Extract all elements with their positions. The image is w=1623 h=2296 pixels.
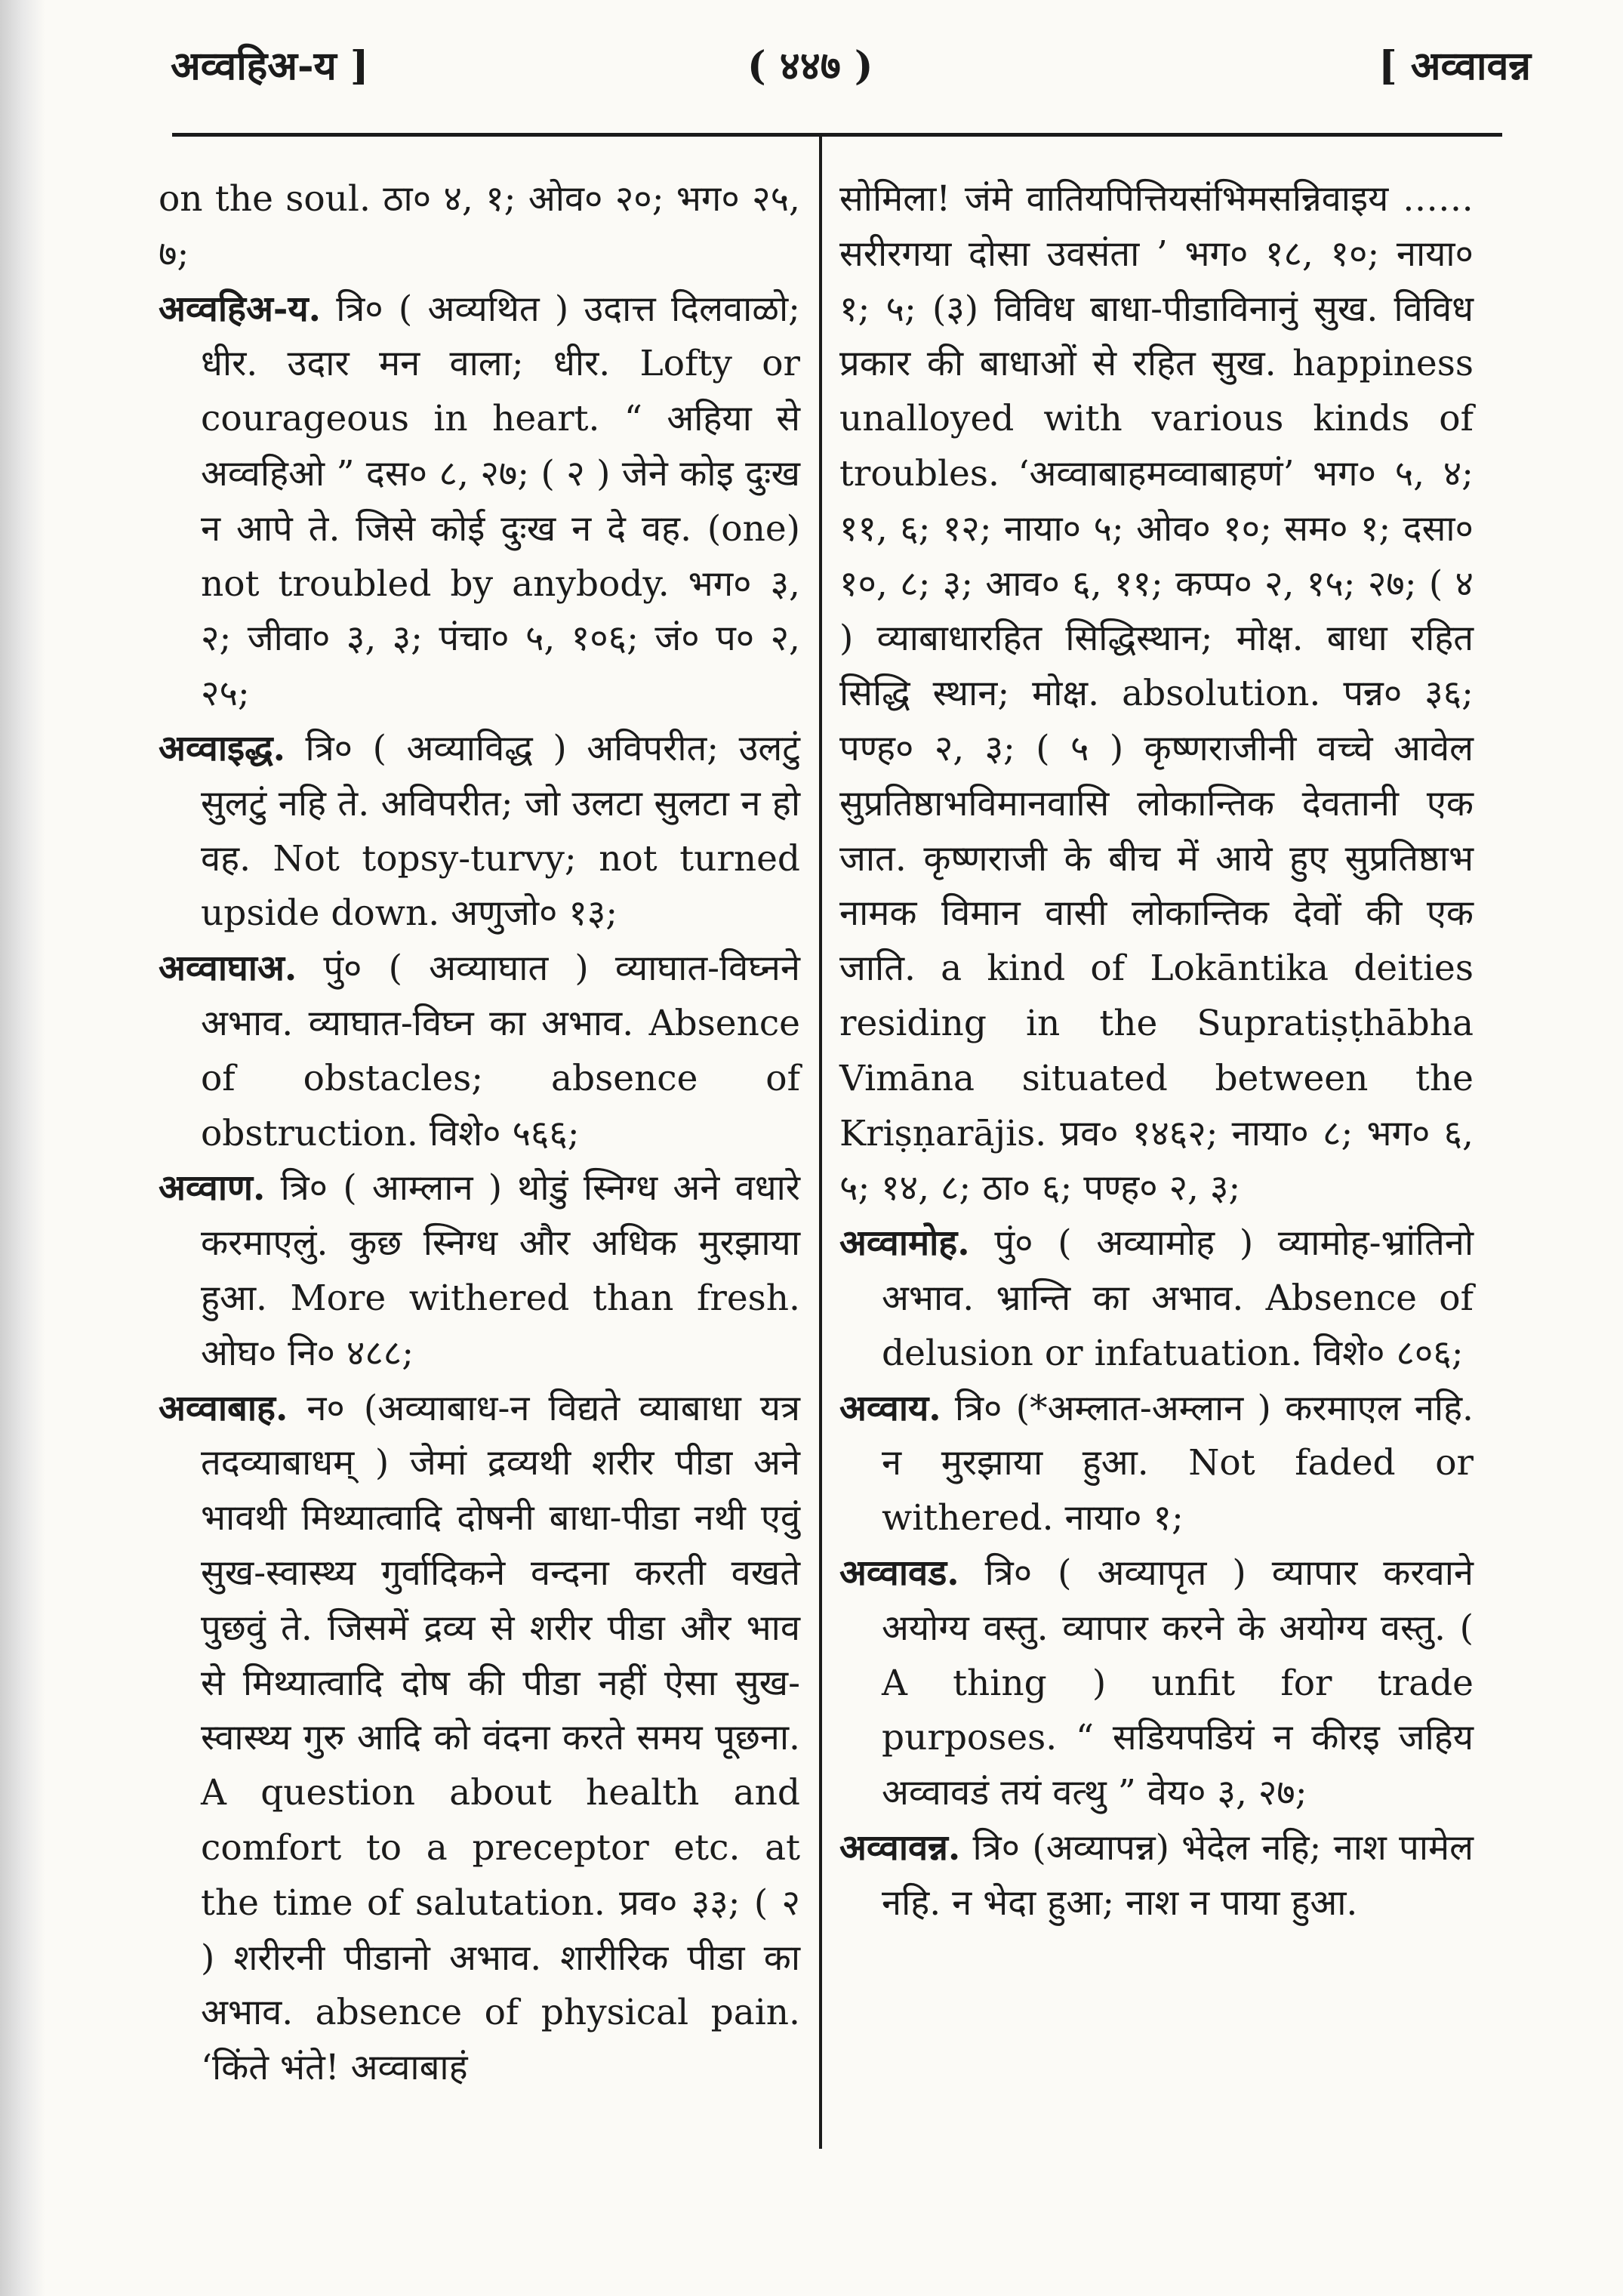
- entry-headword: अव्वाण.: [159, 1167, 266, 1210]
- entry-headword: अव्वामोह.: [839, 1222, 970, 1265]
- dictionary-entry: [839, 1216, 1474, 1381]
- dictionary-entry: [159, 1161, 800, 1381]
- entry-text: त्रि० ( अव्याविद्ध ) अविपरीत; उलटुं सुलटुं नहि ते. अविपरीत; जो उलटा सुलटा न हो वह. Not topsy-turvy; not turned upside down. अणुजो० १३;: [201, 727, 800, 935]
- entry-headword: अव्वाघाअ.: [159, 948, 297, 990]
- entry-text: न० (अव्याबाध-न विद्यते व्याबाधा यत्र तदव्याबाधम् ) जेमां द्रव्यथी शरीर पीडा अने भावथी मिथ्यात्वादि दोषनी बाधा-पीडा नथी एवुं सुख-स्वास्थ्य गुर्वादिकने वन्दना करती वखते पुछवुं ते. जिसमें द्रव्य से शरीर पीडा और भाव से मिथ्यात्वादि दोष की पीडा नहीं ऐसा सुख-स्वास्थ्य गुरु आदि को वंदना करते समय पूछना. A question about health and comfort to a preceptor etc. at the time of salutation. प्रव० ३३; ( २ ) शरीरनी पीडानो अभाव. शारीरिक पीडा का अभाव. absence of physical pain. ‘किंते भंते! अव्वाबाहं: [201, 1387, 800, 2089]
- dictionary-entry: [159, 1382, 800, 2096]
- dictionary-entry: [839, 1821, 1474, 1931]
- dictionary-entry: [839, 1546, 1474, 1821]
- entry-headword: अव्वाय.: [839, 1387, 941, 1429]
- page-number: ( ४४७ ): [747, 43, 873, 89]
- entry-text: त्रि० ( अव्यापृत ) व्यापार करवाने अयोग्य वस्तु. व्यापार करने के अयोग्य वस्तु. ( A thing ) unfit for trade purposes. “ सडियपडियं न कीरइ जहिय अव्वावडं तयं वत्थु ” वेय० ३, २७;: [882, 1552, 1474, 1814]
- entry-text: त्रि० ( आम्लान ) थोडुं स्निग्ध अने वधारे करमाएलुं. कुछ स्निग्ध और अधिक मुरझाया हुआ. More withered than fresh. ओघ० नि० ४८८;: [201, 1167, 800, 1374]
- entry-text: त्रि० ( अव्यथित ) उदात्त दिलवाळो; धीर. उदार मन वाला; धीर. Lofty or courageous in heart. “ अहिया से अव्वहिओ ” दस० ८, २७; ( २ ) जेने कोइ दुःख न आपे ते. जिसे कोई दुःख न दे वह. (one) not troubled by anybody. भग० ३, २; जीवा० ३, ३; पंचा० ५, १०६; जं० प० २, २५;: [201, 288, 800, 715]
- dictionary-entry: [159, 722, 800, 942]
- entry-continuation: [159, 172, 800, 282]
- column-divider: [819, 137, 822, 2149]
- entry-text: त्रि० (*अम्लात-अम्लान ) करमाएल नहि. न मुरझाया हुआ. Not faded or withered. नाया० १;: [882, 1387, 1474, 1539]
- left-column: [159, 172, 800, 2096]
- right-column: [839, 172, 1474, 1931]
- binding-shadow: [0, 0, 45, 2296]
- entry-headword: अव्वहिअ-य.: [159, 288, 321, 330]
- header-left-guide-word: अव्वहिअ-य ]: [171, 43, 369, 89]
- entry-text: on the soul. ठा० ४, १; ओव० २०; भग० २५, ७;: [159, 178, 800, 275]
- dictionary-entry: [839, 1382, 1474, 1546]
- entry-headword: अव्वाबाह.: [159, 1387, 288, 1429]
- header-rule: [172, 133, 1502, 137]
- dictionary-entry: [159, 942, 800, 1161]
- entry-text: पुं० ( अव्यामोह ) व्यामोह-भ्रांतिनो अभाव. भ्रान्ति का अभाव. Absence of delusion or infatuation. विशे० ८०६;: [882, 1222, 1474, 1374]
- entry-continuation: [839, 172, 1474, 1216]
- entry-text: पुं० ( अव्याघात ) व्याघात-विघ्नने अभाव. व्याघात-विघ्न का अभाव. Absence of obstacles; absence of obstruction. विशे० ५६६;: [201, 948, 800, 1154]
- dictionary-entry: [159, 282, 800, 722]
- entry-text: त्रि० (अव्यापन्न) भेदेल नहि; नाश पामेल नहि. न भेदा हुआ; नाश न पाया हुआ.: [882, 1826, 1474, 1924]
- entry-headword: अव्वावड.: [839, 1552, 959, 1594]
- header-right-guide-word: [ अव्वावन्न: [1378, 43, 1531, 89]
- entry-headword: अव्वाइद्ध.: [159, 727, 285, 769]
- entry-text: सोमिला! जंमे वातियपित्तियसंभिमसन्निवाइय ……सरीरगया दोसा उवसंता ’ भग० १८, १०; नाया० १; ५; (३) विविध बाधा-पीडाविनानुं सुख. विविध प्रकार की बाधाओं से रहित सुख. happiness unalloyed with various kinds of troubles. ‘अव्वाबाहमव्वाबाहणं’ भग० ५, ४; ११, ६; १२; नाया० ५; ओव० १०; सम० १; दसा० १०, ८; ३; आव० ६, ११; कप्प० २, १५; २७; ( ४ ) व्याबाधारहित सिद्धिस्थान; मोक्ष. बाधा रहित सिद्धि स्थान; मोक्ष. absolution. पन्न० ३६; पण्ह० २, ३; ( ५ ) कृष्णराजीनी वच्चे आवेल सुप्रतिष्ठाभविमानवासि लोकान्तिक देवतानी एक जात. कृष्णराजी के बीच में आये हुए सुप्रतिष्ठाभ नामक विमान वासी लोकान्तिक देवों की एक जाति. a kind of Lokāntika deities residing in the Supratiṣṭhābha Vimāna situated between the Kriṣṇarājis. प्रव० १४६२; नाया० ८; भग० ६, ५; १४, ८; ठा० ६; पण्ह० २, ३;: [839, 178, 1474, 1210]
- entry-headword: अव्वावन्न.: [839, 1826, 961, 1869]
